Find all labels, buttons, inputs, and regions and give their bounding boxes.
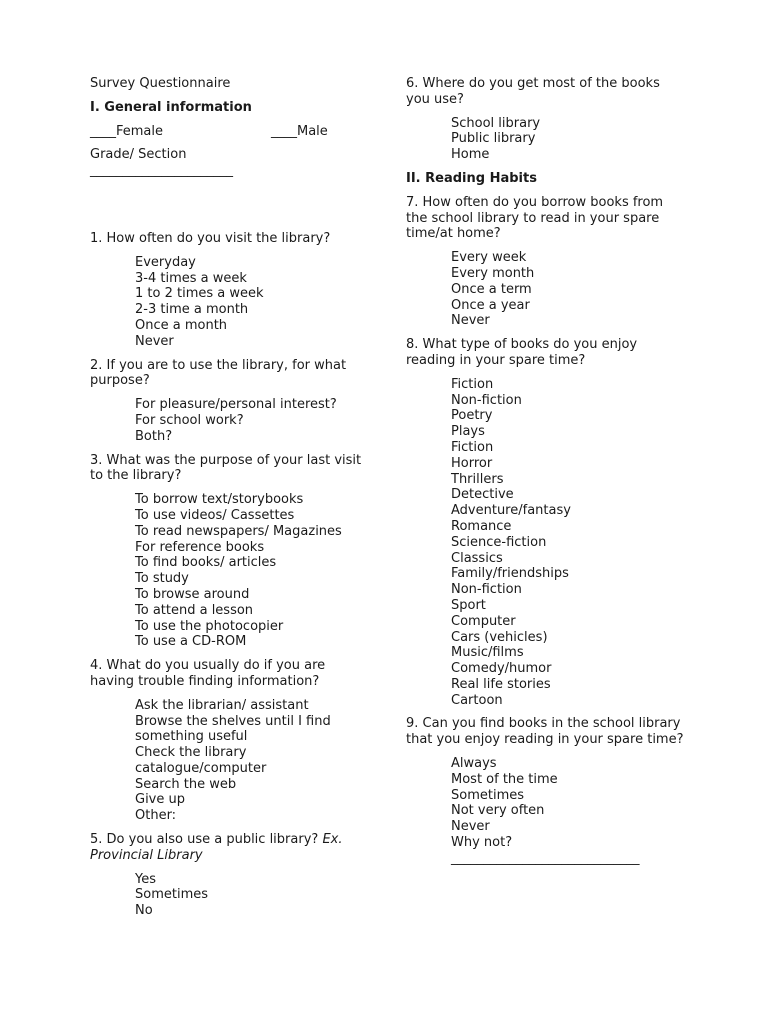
general-information-heading: I. General information	[90, 99, 252, 115]
answer-option: 1 to 2 times a week	[135, 286, 264, 302]
answer-option: Why not?	[451, 835, 513, 851]
answer-option: To find books/ articles	[135, 555, 277, 571]
answer-option: Poetry	[451, 408, 493, 424]
options-list	[451, 250, 686, 329]
answer-option: Home	[451, 147, 490, 163]
answer-option: Music/films	[451, 645, 524, 661]
answer-option: Science-fiction	[451, 534, 547, 550]
question-5-main: 5. Do you also use a public library?	[90, 832, 319, 848]
options-list	[135, 872, 370, 919]
answer-option: Every week	[451, 250, 527, 266]
answer-option: Give up	[135, 792, 186, 808]
answer-option: Non-fiction	[451, 582, 522, 598]
answer-option: Browse the shelves until I find something useful	[135, 713, 331, 745]
answer-option: Most of the time	[451, 771, 558, 787]
question-text	[90, 832, 370, 864]
answer-option: Once a year	[451, 297, 530, 313]
answer-option: Comedy/humor	[451, 661, 552, 677]
answer-option: Family/friendships	[451, 566, 569, 582]
answer-option: Check the library catalogue/computer	[135, 745, 267, 776]
question-5	[90, 832, 370, 919]
left-column	[90, 76, 370, 927]
answer-option: Horror	[451, 455, 493, 471]
answer-option: To use the photocopier	[135, 618, 284, 634]
answer-option: Non-fiction	[451, 392, 522, 408]
document-title: Survey Questionnaire	[90, 76, 231, 91]
answer-option: Fiction	[451, 439, 494, 455]
answer-option: Search the web	[135, 776, 237, 792]
question-text: 3. What was the purpose of your last visit to the library?	[90, 452, 362, 484]
answer-option: Always	[451, 756, 497, 772]
answer-option: Fiction	[451, 376, 494, 392]
answer-option: Computer	[451, 613, 516, 629]
answer-option: Adventure/fantasy	[451, 503, 571, 519]
question-text: 1. How often do you visit the library?	[90, 230, 331, 246]
answer-option: 2-3 time a month	[135, 302, 249, 318]
answer-option: Never	[135, 333, 174, 349]
answer-option: Public library	[451, 131, 536, 147]
options-list	[135, 397, 370, 444]
answer-option: For pleasure/personal interest?	[135, 397, 337, 413]
answer-option: Every month	[451, 265, 535, 281]
answer-option: Never	[451, 819, 490, 835]
answer-option: Yes	[135, 871, 156, 887]
female-option: ____Female	[90, 123, 164, 139]
gender-row	[90, 124, 370, 140]
question-text: 4. What do you usually do if you are having trouble finding information?	[90, 658, 326, 689]
answer-option: Thrillers	[451, 471, 504, 487]
question-text: 8. What type of books do you enjoy reading in your spare time?	[406, 337, 638, 368]
options-list	[451, 377, 686, 709]
answer-option: Detective	[451, 487, 514, 503]
question-text: 7. How often do you borrow books from the school library to read in your spare time/at home?	[406, 194, 664, 242]
answer-option: Romance	[451, 518, 512, 534]
grade-section-blank: ______________________	[90, 163, 233, 179]
question-7	[406, 195, 686, 329]
answer-option: Once a term	[451, 281, 532, 297]
answer-option: To use a CD-ROM	[135, 634, 247, 650]
answer-option: Never	[451, 313, 490, 329]
answer-option: To browse around	[135, 586, 250, 602]
question-9	[406, 716, 686, 866]
answer-option: Cars (vehicles)	[451, 629, 548, 645]
question-text: 6. Where do you get most of the books you use?	[406, 76, 660, 107]
answer-option: Sometimes	[451, 787, 525, 803]
question-4	[90, 658, 370, 824]
answer-option: Both?	[135, 428, 173, 444]
answer-option: Everyday	[135, 254, 196, 270]
answer-option: Sometimes	[135, 887, 209, 903]
answer-option: Once a month	[135, 317, 228, 333]
answer-option: For reference books	[135, 539, 265, 555]
question-2	[90, 358, 370, 445]
answer-option: To read newspapers/ Magazines	[135, 523, 342, 539]
male-option: ____Male	[271, 123, 328, 139]
question-text: 9. Can you find books in the school library that you enjoy reading in your spare time?	[406, 716, 684, 748]
right-column	[406, 76, 686, 875]
answer-option: For school work?	[135, 412, 244, 428]
question-text: 2. If you are to use the library, for what purpose?	[90, 357, 347, 389]
answer-option: School library	[451, 115, 541, 131]
question-5-example: Ex. Provincial Library	[90, 832, 343, 863]
spacer	[90, 179, 370, 231]
grade-section-label: Grade/ Section	[90, 147, 187, 163]
question-6	[406, 76, 686, 163]
answer-option: Other:	[135, 808, 177, 824]
answer-option: 3-4 times a week	[135, 270, 247, 286]
answer-option: _____________________________	[451, 850, 640, 866]
reading-habits-heading: II. Reading Habits	[406, 170, 537, 186]
answer-option: Sport	[451, 597, 486, 613]
answer-option: Classics	[451, 550, 503, 566]
answer-option: To study	[135, 571, 189, 587]
question-3	[90, 453, 370, 651]
answer-option: To borrow text/storybooks	[135, 492, 304, 508]
answer-option: Ask the librarian/ assistant	[135, 697, 309, 713]
question-1	[90, 231, 370, 350]
answer-option: To attend a lesson	[135, 602, 254, 618]
options-list	[451, 116, 686, 163]
options-list	[451, 756, 686, 867]
options-list	[135, 698, 370, 824]
options-list	[135, 255, 370, 350]
options-list	[135, 492, 370, 650]
answer-option: Plays	[451, 424, 485, 440]
answer-option: No	[135, 903, 153, 919]
answer-option: Not very often	[451, 803, 545, 819]
answer-option: To use videos/ Cassettes	[135, 507, 295, 523]
question-8	[406, 337, 686, 708]
answer-option: Cartoon	[451, 692, 503, 708]
answer-option: Real life stories	[451, 676, 551, 692]
